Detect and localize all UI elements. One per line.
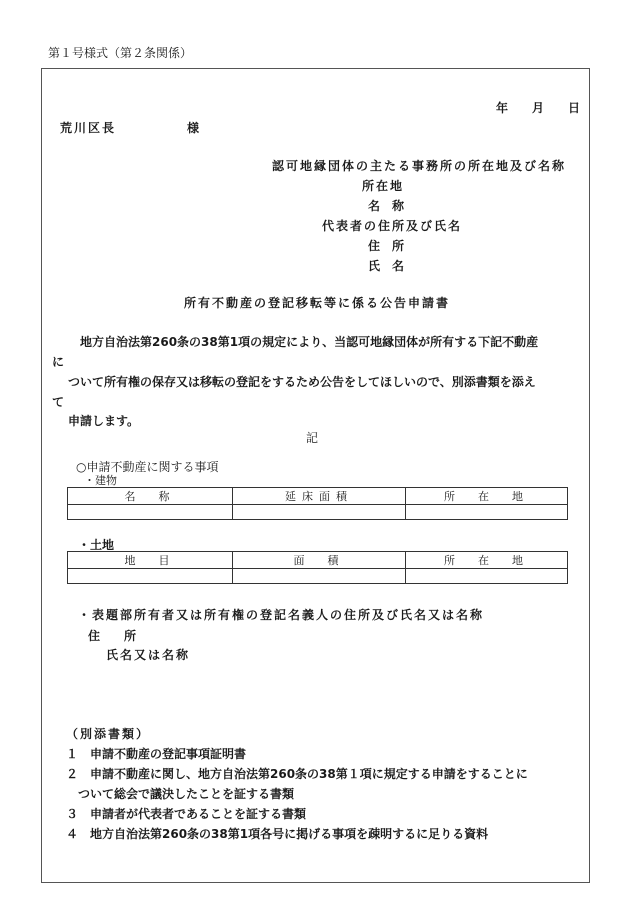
form-number: 第１号様式（第２条関係） (48, 46, 193, 60)
owner-name-label: 氏名又は名称 (106, 648, 191, 662)
table-header-cell: 延床面積 (233, 488, 406, 505)
section-heading: ○申請不動産に関する事項 (76, 460, 219, 474)
date-line: 年 月 日 (496, 101, 581, 115)
table-cell[interactable] (233, 569, 406, 584)
applicant-heading: 認可地縁団体の主たる事務所の所在地及び名称 (272, 159, 567, 173)
table-row (68, 505, 568, 520)
applicant-address-label: 所在地 (362, 179, 405, 193)
table-header-cell: 所 在 地 (406, 552, 568, 569)
land-label: ・土地 (78, 538, 115, 552)
table-row (68, 569, 568, 584)
attachment-item-2: ２ 申請不動産に関し、地方自治法第260条の38第１項に規定する申請をすることに (66, 767, 528, 781)
body-wrap-1: に (52, 355, 65, 369)
table-header-row (68, 488, 568, 505)
table-header-cell: 所 在 地 (406, 488, 568, 505)
attachment-item-3: ３ 申請者が代表者であることを証する書類 (66, 807, 307, 821)
document-title: 所有不動産の登記移転等に係る公告申請書 (184, 296, 451, 310)
table-header-row (68, 552, 568, 569)
building-label: ・建物 (84, 474, 117, 487)
owner-heading: ・表題部所有者又は所有権の登記名義人の住所及び氏名又は名称 (78, 608, 485, 622)
table-cell[interactable] (233, 505, 406, 520)
body-wrap-2: て (52, 395, 65, 409)
table-cell[interactable] (68, 505, 233, 520)
attachment-item-1: １ 申請不動産の登記事項証明書 (66, 747, 247, 761)
ki-mark: 記 (306, 431, 319, 445)
representative-heading: 代表者の住所及び氏名 (322, 219, 463, 233)
table-cell[interactable] (406, 505, 568, 520)
body-line-1: 地方自治法第260条の38第1項の規定により、当認可地縁団体が所有する下記不動産 (80, 335, 539, 349)
table-header-cell: 地 目 (68, 552, 233, 569)
table-cell[interactable] (68, 569, 233, 584)
owner-address-label: 住 所 (88, 629, 137, 643)
table-cell[interactable] (406, 569, 568, 584)
building-table (67, 487, 568, 520)
representative-address-label: 住 所 (368, 239, 405, 253)
attachment-item-4: ４ 地方自治法第260条の38第1項各号に掲げる事項を疎明するに足りる資料 (66, 827, 489, 841)
body-line-2: ついて所有権の保存又は移転の登記をするため公告をしてほしいので、別添書類を添え (68, 375, 536, 389)
land-table (67, 551, 568, 584)
representative-name-label: 氏 名 (368, 259, 405, 273)
applicant-name-label: 名 称 (368, 199, 405, 213)
body-line-3: 申請します。 (68, 414, 140, 428)
attachments-heading: （別添書類） (66, 727, 151, 741)
table-header-cell: 名 称 (68, 488, 233, 505)
addressee: 荒川区長 (60, 121, 117, 135)
table-header-cell: 面 積 (233, 552, 406, 569)
attachment-item-2-cont: ついて総会で議決したことを証する書類 (66, 787, 295, 801)
honorific: 様 (187, 121, 200, 135)
